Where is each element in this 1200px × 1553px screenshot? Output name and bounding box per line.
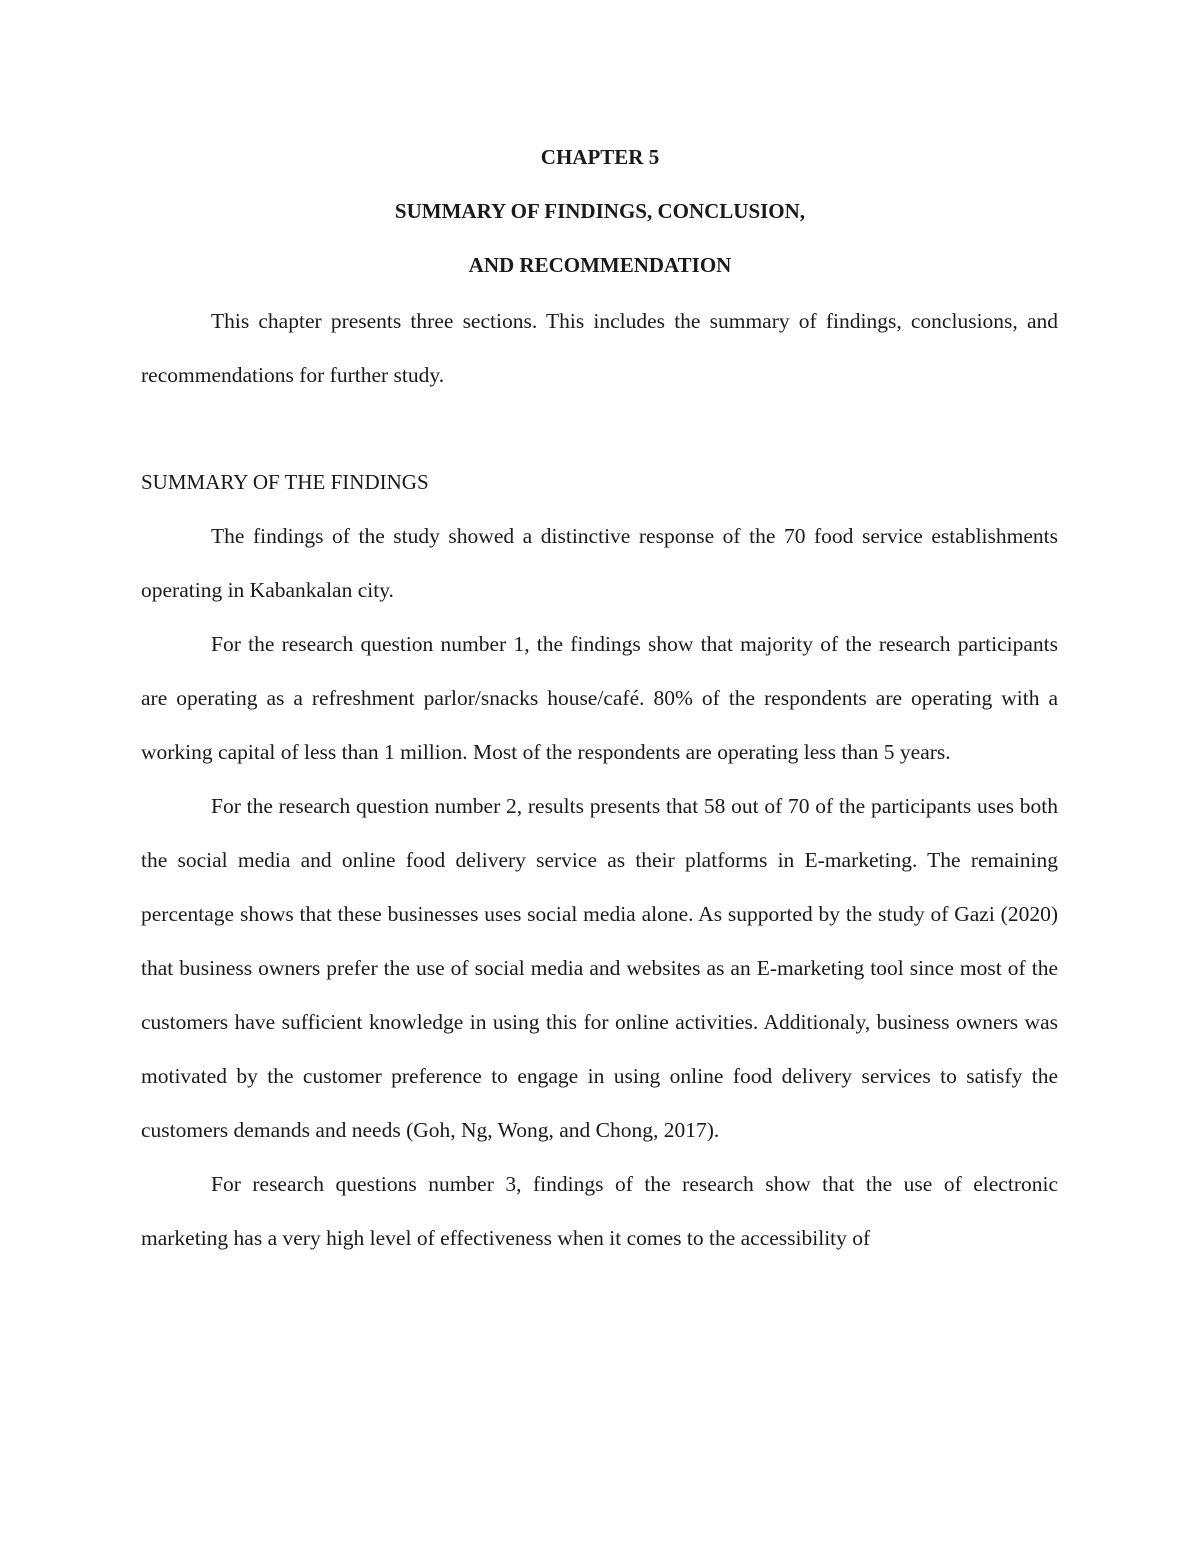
findings-paragraph-3: For the research question number 2, results presents that 58 out of 70 of the participants uses both the social media and online food delivery service as their platforms in E-marketing. The remaining percentage shows that these businesses uses social media alone. As supported by the study of Gazi (2020) that business owners prefer the use of social media and websites as an E-marketing tool since most of the customers have sufficient knowledge in using this for online activities. Additionaly, business owners was motivated by the customer preference to engage in using online food delivery services to satisfy the customers demands and needs (Goh, Ng, Wong, and Chong, 2017). xyxy=(141,794,1058,1142)
chapter-title: CHAPTER 5 xyxy=(540,145,660,169)
intro-section xyxy=(141,294,1058,402)
findings-paragraph-1: The findings of the study showed a distinctive response of the 70 food service establishments operating in Kabankalan city. xyxy=(141,524,1058,602)
findings-paragraph-4: For research questions number 3, findings of the research show that the use of electronic marketing has a very high level of effectiveness when it comes to the accessibility of xyxy=(141,1172,1058,1250)
chapter-subtitle-line2: AND RECOMMENDATION xyxy=(468,253,732,277)
findings-paragraph-2: For the research question number 1, the findings show that majority of the research participants are operating as a refreshment parlor/snacks house/café. 80% of the respondents are operating with a working capital of less than 1 million. Most of the respondents are operating less than 5 years. xyxy=(141,632,1058,764)
section-heading: SUMMARY OF THE FINDINGS xyxy=(141,470,429,494)
findings-body xyxy=(141,509,1058,1265)
intro-paragraph: This chapter presents three sections. This includes the summary of findings, conclusions, and recommendations for further study. xyxy=(141,309,1058,387)
chapter-subtitle-line1: SUMMARY OF FINDINGS, CONCLUSION, xyxy=(394,199,806,223)
